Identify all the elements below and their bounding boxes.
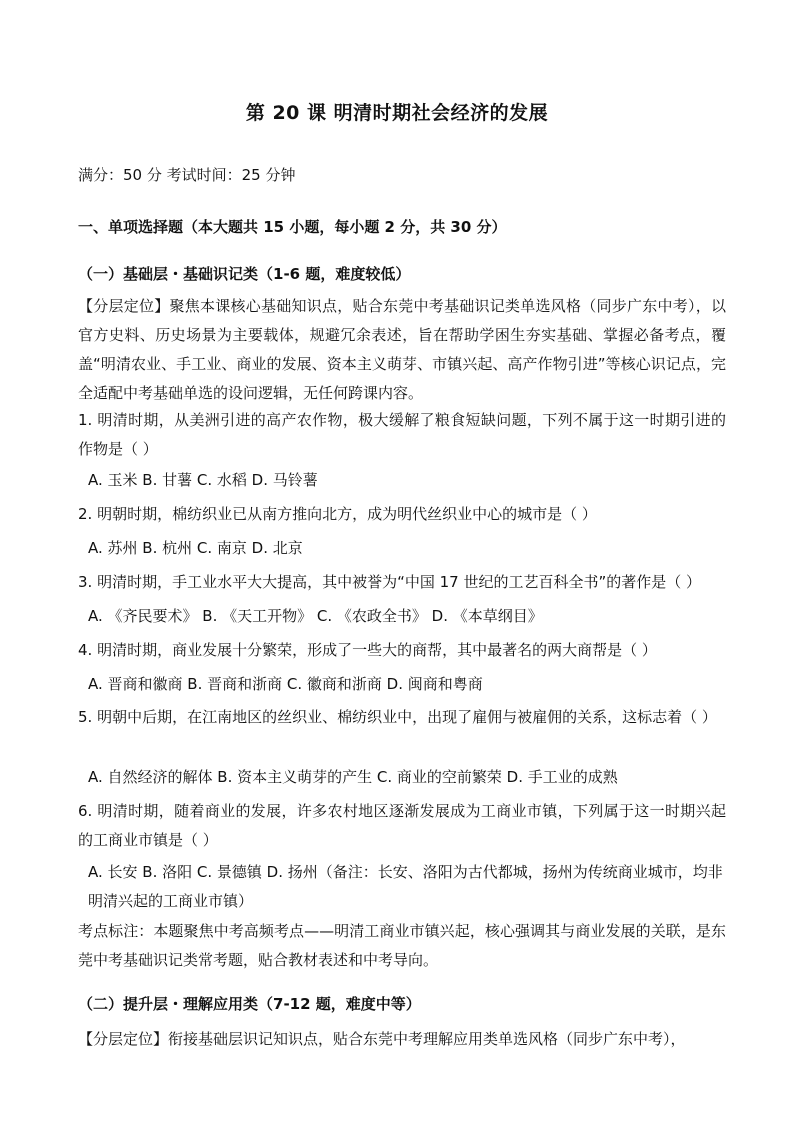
part1-heading: （一）基础层・基础识记类（1-6 题，难度较低） — [78, 265, 411, 283]
part2-positioning: 【分层定位】衔接基础层识记知识点，贴合东莞中考理解应用类单选风格（同步广东中考）， — [78, 1030, 686, 1048]
question-5-stem: 5. 明朝中后期，在江南地区的丝织业、棉纺织业中，出现了雇佣与被雇佣的关系，这标志着（ ） — [78, 708, 717, 726]
section-heading: 一、单项选择题（本大题共 15 小题，每小题 2 分，共 30 分） — [78, 218, 507, 236]
question-3-options: A. 《齐民要术》 B. 《天工开物》 C. 《农政全书》 D. 《本草纲目》 — [88, 607, 543, 625]
question-2-stem: 2. 明朝时期，棉纺织业已从南方推向北方，成为明代丝织业中心的城市是（ ） — [78, 505, 597, 523]
page-title: 第 20 课 明清时期社会经济的发展 — [245, 102, 549, 124]
question-6-stem: 6. 明清时期，随着商业的发展，许多农村地区逐渐发展成为工商业市镇，下列属于这一时期兴起的工商业市镇是（ ） — [78, 802, 726, 849]
exam-point-note: 考点标注：本题聚焦中考高频考点——明清工商业市镇兴起，核心强调其与商业发展的关联，是东莞中考基础识记类常考题，贴合教材表述和中考导向。 — [78, 922, 726, 969]
part2-heading: （二）提升层・理解应用类（7-12 题，难度中等） — [78, 995, 421, 1013]
part1-positioning: 【分层定位】聚焦本课核心基础知识点，贴合东莞中考基础识记类单选风格（同步广东中考），以官方史料、历史场景为主要载体，规避冗余表述，旨在帮助学困生夯实基础、掌握必备考点，覆盖“明清农业、手工业、商业的发展、资本主义萌芽、市镇兴起、高产作物引进”等核心识记点，完全适配中考基础单选的设问逻辑，无任何跨课内容。 — [78, 297, 726, 402]
question-1-stem: 1. 明清时期，从美洲引进的高产农作物，极大缓解了粮食短缺问题，下列不属于这一时期引进的作物是（ ） — [78, 411, 726, 458]
exam-meta: 满分：50 分 考试时间：25 分钟 — [78, 166, 296, 184]
question-6-options-text: A. 长安 B. 洛阳 C. 景德镇 D. 扬州（备注：长安、洛阳为古代都城，扬州为传统商业城市，均非明清兴起的工商业市镇） — [88, 863, 723, 910]
question-4-stem: 4. 明清时期，商业发展十分繁荣，形成了一些大的商帮，其中最著名的两大商帮是（ ） — [78, 641, 657, 659]
question-4-options: A. 晋商和徽商 B. 晋商和浙商 C. 徽商和浙商 D. 闽商和粤商 — [88, 675, 483, 693]
question-5-options: A. 自然经济的解体 B. 资本主义萌芽的产生 C. 商业的空前繁荣 D. 手工业的成熟 — [88, 768, 618, 786]
question-3-stem: 3. 明清时期，手工业水平大大提高，其中被誉为“中国 17 世纪的工艺百科全书”的著作是（ ） — [78, 573, 702, 591]
question-2-options: A. 苏州 B. 杭州 C. 南京 D. 北京 — [88, 539, 303, 557]
question-6-options — [78, 858, 726, 916]
question-1-options: A. 玉米 B. 甘薯 C. 水稻 D. 马铃薯 — [88, 471, 318, 489]
